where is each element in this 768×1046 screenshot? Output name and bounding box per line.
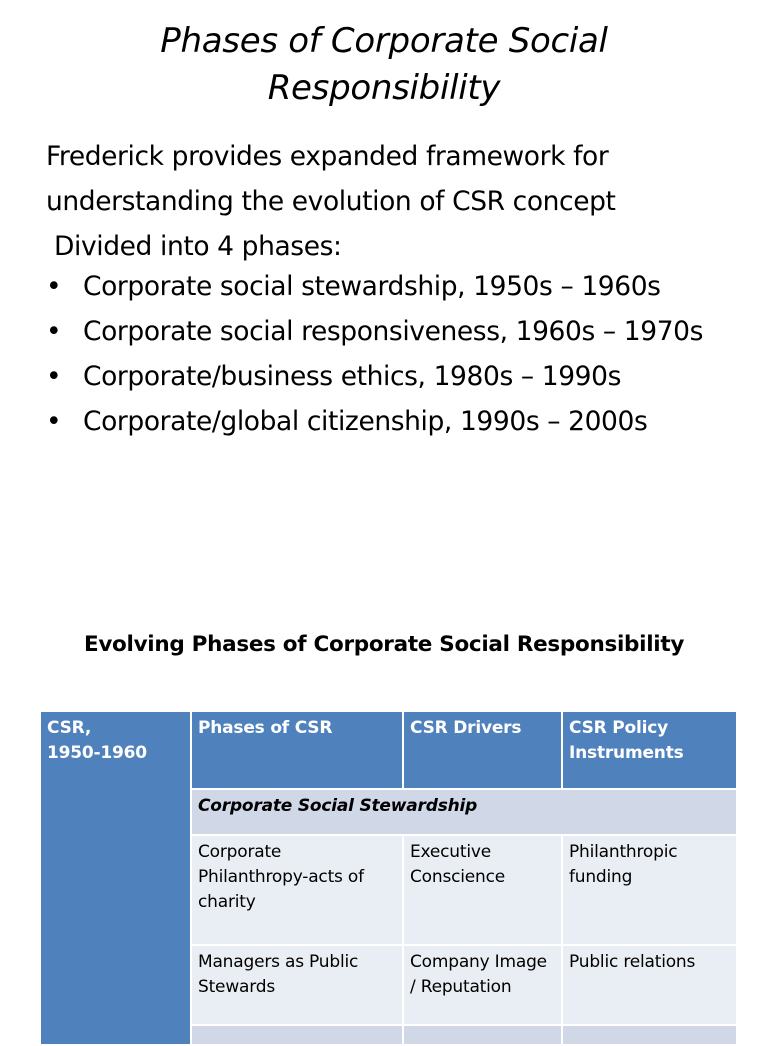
bullet-item [46,359,746,395]
table-cell: Corporate Philanthropy-acts of charity [191,835,403,945]
intro-line-1: Frederick provides expanded framework for [46,141,609,172]
bullet-item [46,314,746,350]
bullet-dot-icon: • [46,271,62,302]
intro-line-3: Divided into 4 phases: [54,231,342,262]
slide-title [0,18,768,112]
bullet-text: Corporate/global citizenship, 1990s – 2000s [83,406,648,437]
bullet-text: Corporate social responsiveness, 1960s – 1970s [83,316,704,347]
bullet-text: Corporate/business ethics, 1980s – 1990s [83,361,621,392]
bullet-dot-icon: • [46,361,62,392]
bullet-text: Corporate social stewardship, 1950s – 1960s [83,271,661,302]
header-policy-instruments: CSR Policy Instruments [562,711,737,789]
table-title: Evolving Phases of Corporate Social Responsibility [83,632,685,657]
phase-name-row: Corporate Social Stewardship [191,789,737,835]
slide-title-line-1: Phases of Corporate Social [160,21,608,61]
slide-title-line-2: Responsibility [267,68,501,108]
table-cell: Philanthropic funding [562,835,737,945]
table-cell: Public relations [562,945,737,1025]
intro-line-2: understanding the evolution of CSR concept [46,186,616,217]
table-cell: Executive Conscience [403,835,562,945]
side-label-line-2: 1950-1960 [47,743,147,763]
bullet-item [46,269,746,305]
bullet-dot-icon: • [46,316,62,347]
table-cell-empty [403,1025,562,1045]
side-label-line-1: CSR, [47,718,92,738]
phase-bullet-list [46,269,746,440]
table-cell: Managers as Public Stewards [191,945,403,1025]
slide-body [46,134,746,449]
bullet-item [46,404,746,440]
header-phases: Phases of CSR [191,711,403,789]
table-cell: Company Image / Reputation [403,945,562,1025]
table-cell-empty [191,1025,403,1045]
header-drivers: CSR Drivers [403,711,562,789]
side-label-cell [40,711,191,1045]
bullet-dot-icon: • [46,406,62,437]
csr-phases-table [39,710,738,1046]
table-cell-empty [562,1025,737,1045]
